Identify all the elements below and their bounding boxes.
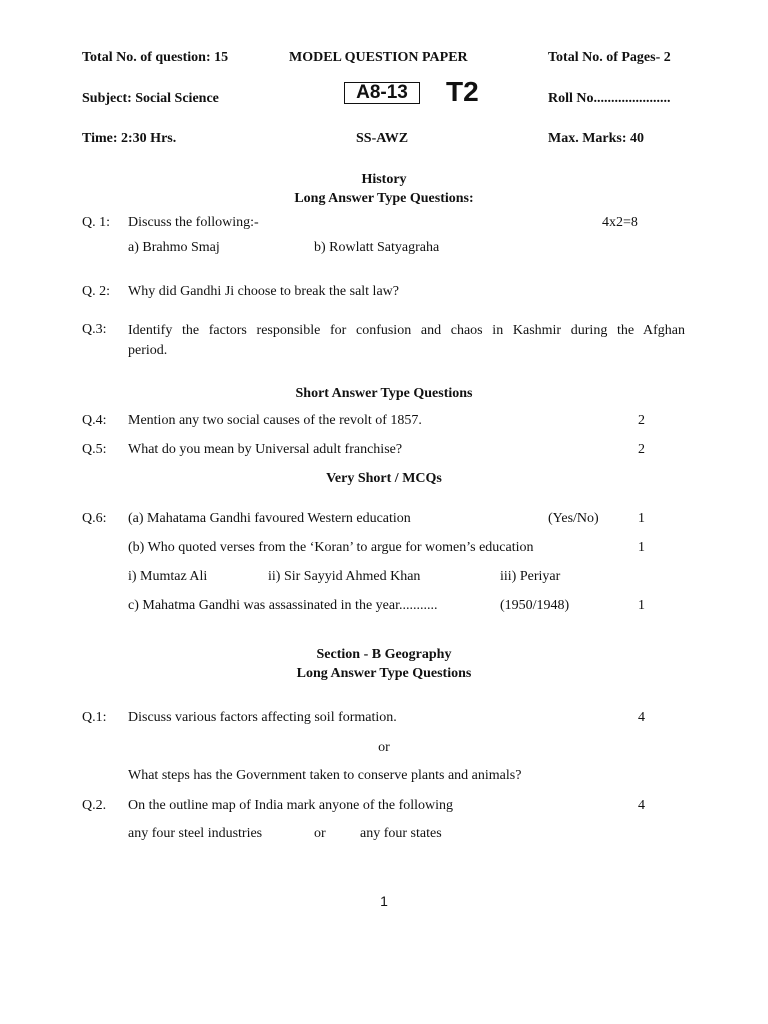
question-number: Q.4: — [82, 413, 107, 428]
section-title-history: History — [361, 172, 407, 187]
or-separator: or — [378, 740, 390, 755]
or-separator: or — [314, 826, 326, 841]
question-number: Q.6: — [82, 511, 107, 526]
question-text-alternative: What steps has the Government taken to conserve plants and animals? — [128, 768, 522, 783]
question-text-continued: period. — [128, 343, 168, 358]
question-text: Mention any two social causes of the revolt of 1857. — [128, 413, 422, 428]
total-questions: Total No. of question: 15 — [82, 50, 229, 65]
heading-long-answer: Long Answer Type Questions: — [294, 191, 474, 206]
option-b: b) Rowlatt Satyagraha — [314, 240, 440, 255]
answer-choice: (Yes/No) — [548, 511, 599, 526]
heading-mcq: Very Short / MCQs — [326, 471, 442, 486]
question-number: Q.2. — [82, 798, 107, 813]
question-text: On the outline map of India mark anyone of the following — [128, 798, 454, 813]
subject-code: SS-AWZ — [356, 131, 409, 146]
question-text: What do you mean by Universal adult franchise? — [128, 442, 403, 457]
question-text: (b) Who quoted verses from the ‘Koran’ to argue for women’s education — [128, 540, 534, 555]
section-title-geography: Section - B Geography — [316, 647, 452, 662]
question-text: Discuss the following:- — [128, 215, 259, 230]
option-a: a) Brahmo Smaj — [128, 240, 220, 255]
max-marks: Max. Marks: 40 — [548, 131, 645, 146]
question-number: Q.5: — [82, 442, 107, 457]
question-text: Discuss various factors affecting soil formation. — [128, 710, 397, 725]
question-marks: 4 — [638, 710, 645, 725]
series-code: T2 — [446, 76, 479, 107]
question-number: Q. 1: — [82, 215, 110, 230]
question-marks: 1 — [638, 540, 645, 555]
question-marks: 4 — [638, 798, 645, 813]
question-number: Q.3: — [82, 322, 107, 337]
heading-short-answer: Short Answer Type Questions — [295, 386, 473, 401]
paper-code-box: A8-13 — [344, 82, 420, 104]
option-2: any four states — [360, 826, 442, 841]
option-1: any four steel industries — [128, 826, 263, 841]
question-text: c) Mahatma Gandhi was assassinated in the year........... — [128, 598, 438, 613]
option-i: i) Mumtaz Ali — [128, 569, 208, 584]
question-number: Q. 2: — [82, 284, 110, 299]
total-pages: Total No. of Pages- 2 — [548, 50, 671, 65]
question-text: (a) Mahatama Gandhi favoured Western education — [128, 511, 411, 526]
paper-title: MODEL QUESTION PAPER — [289, 50, 468, 65]
time-allowed: Time: 2:30 Hrs. — [82, 131, 177, 146]
question-marks: 2 — [638, 442, 645, 457]
option-ii: ii) Sir Sayyid Ahmed Khan — [268, 569, 421, 584]
answer-choice: (1950/1948) — [500, 598, 570, 613]
question-marks: 4x2=8 — [602, 215, 638, 230]
question-number: Q.1: — [82, 710, 107, 725]
roll-number: Roll No...................... — [548, 91, 671, 106]
question-marks: 1 — [638, 511, 645, 526]
heading-long-answer: Long Answer Type Questions — [296, 666, 472, 681]
subject: Subject: Social Science — [82, 91, 219, 106]
question-marks: 1 — [638, 598, 645, 613]
question-text: Why did Gandhi Ji choose to break the salt law? — [128, 284, 399, 299]
question-text: Identify the factors responsible for confusion and chaos in Kashmir during the Afghan — [128, 323, 685, 338]
page-number: 1 — [380, 893, 388, 909]
question-marks: 2 — [638, 413, 645, 428]
option-iii: iii) Periyar — [500, 569, 561, 584]
